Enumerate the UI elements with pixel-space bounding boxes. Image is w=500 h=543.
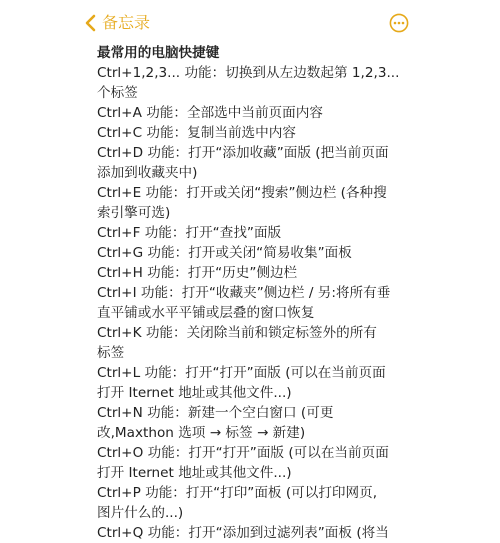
- note-line: 直平铺或水平平铺或层叠的窗口恢复: [97, 305, 315, 321]
- note-line: 图片什么的...): [97, 505, 184, 521]
- note-line: Ctrl+H 功能：打开“历史”侧边栏: [97, 265, 298, 281]
- note-line: Ctrl+A 功能：全部选中当前页面内容: [97, 105, 323, 121]
- note-line: 改,Maxthon 选项 → 标签 → 新建): [97, 425, 306, 441]
- note-line: Ctrl+K 功能：关闭除当前和锁定标签外的所有: [97, 325, 377, 341]
- note-body[interactable]: [97, 43, 409, 543]
- chevron-left-icon: [84, 14, 98, 32]
- note-line: 索引擎可选): [97, 205, 171, 221]
- note-line: Ctrl+G 功能：打开或关闭“简易收集”面板: [97, 245, 352, 261]
- note-line: Ctrl+F 功能：打开“查找”面版: [97, 225, 282, 241]
- more-button[interactable]: [389, 13, 409, 33]
- note-line: Ctrl+D 功能：打开“添加收藏”面版 (把当前页面: [97, 145, 389, 161]
- navigation-bar: [0, 0, 500, 44]
- note-line: Ctrl+1,2,3... 功能：切换到从左边数起第 1,2,3...: [97, 65, 400, 81]
- note-line: 个标签: [97, 85, 138, 101]
- note-line: Ctrl+I 功能：打开“收藏夹”侧边栏 / 另:将所有垂: [97, 285, 391, 301]
- note-line: 打开 Iternet 地址或其他文件...): [97, 465, 292, 481]
- note-line: Ctrl+Q 功能：打开“添加到过滤列表”面板 (将当: [97, 525, 389, 541]
- note-line: Ctrl+L 功能：打开“打开”面版 (可以在当前页面: [97, 365, 386, 381]
- note-title: 最常用的电脑快捷键: [97, 45, 220, 61]
- note-line: Ctrl+O 功能：打开“打开”面版 (可以在当前页面: [97, 445, 389, 461]
- note-line: Ctrl+C 功能：复制当前选中内容: [97, 125, 296, 141]
- note-line: 添加到收藏夹中): [97, 165, 198, 181]
- note-line: Ctrl+E 功能：打开或关闭“搜索”侧边栏 (各种搜: [97, 185, 387, 201]
- back-button[interactable]: [84, 12, 150, 34]
- ellipsis-circle-icon: [389, 13, 409, 33]
- note-line: 标签: [97, 345, 125, 361]
- note-line: Ctrl+P 功能：打开“打印”面板 (可以打印网页,: [97, 485, 378, 501]
- note-line: Ctrl+N 功能：新建一个空白窗口 (可更: [97, 405, 334, 421]
- note-line: 打开 Iternet 地址或其他文件...): [97, 385, 292, 401]
- back-label: 备忘录: [102, 13, 151, 32]
